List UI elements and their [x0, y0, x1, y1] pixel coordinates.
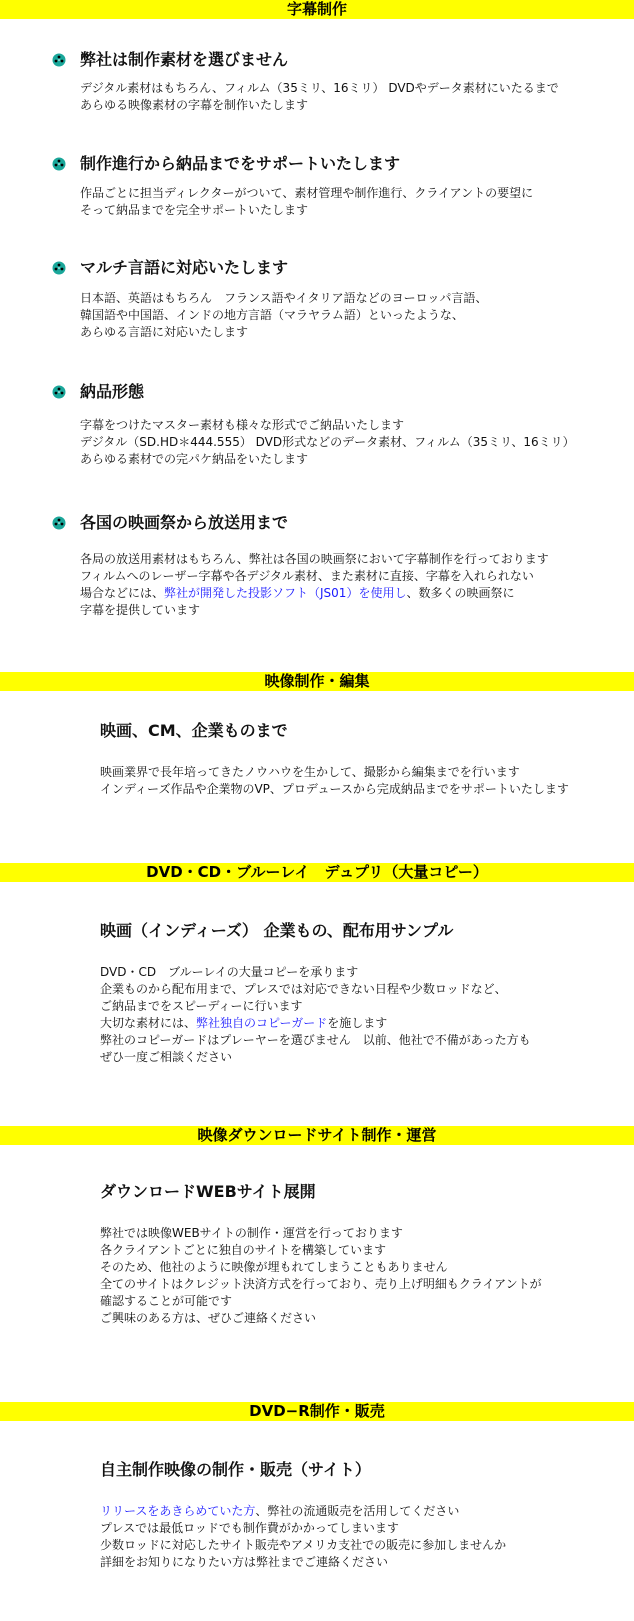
body-line: 日本語、英語はもちろん フランス語やイタリア語などのヨーロッパ言語、: [80, 291, 488, 305]
dvdr-body: [100, 1503, 506, 1571]
body-line: あらゆる映像素材の字幕を制作いたします: [80, 98, 309, 112]
body-text-segment: 大切な素材には、: [100, 1016, 197, 1030]
item-title-support: 制作進行から納品までをサポートいたします: [80, 154, 401, 173]
film-reel-icon: [52, 385, 66, 399]
body-line: ぜひ一度ご相談ください: [100, 1050, 233, 1064]
body-line: インディーズ作品や企業物のVP、プロデュースから完成納品までをサポートいたします: [100, 782, 569, 796]
item-body-languages: [80, 290, 487, 341]
item-body-festivals: [80, 551, 549, 619]
body-text-segment: を施します: [327, 1016, 388, 1030]
section-heading-dvd: DVD・CD・ブルーレイ デュプリ（大量コピー）: [0, 863, 634, 882]
body-line: 各局の放送用素材はもちろん、弊社は各国の映画祭において字幕制作を行っております: [80, 552, 549, 566]
body-line: 全てのサイトはクレジット決済方式を行っており、売り上げ明細もクライアントが: [100, 1277, 542, 1291]
body-line: 映画業界で長年培ってきたノウハウを生かして、撮影から編集までを行います: [100, 765, 520, 779]
body-line: 確認することが可能です: [100, 1294, 233, 1308]
item-title-languages: マルチ言語に対応いたします: [80, 258, 289, 277]
body-line: [80, 585, 549, 602]
body-line: デジタル（SD.HD＊444.555） DVD形式などのデータ素材、フィルム（35ミリ、16ミリ）: [80, 435, 575, 449]
film-reel-icon: [52, 261, 66, 275]
item-title-festivals: 各国の映画祭から放送用まで: [80, 513, 289, 532]
body-line: フィルムへのレーザー字幕や各デジタル素材、また素材に直接、字幕を入れられない: [80, 569, 534, 583]
body-line: 字幕をつけたマスター素材も様々な形式でご納品いたします: [80, 418, 405, 432]
body-line: 各クライアントごとに独自のサイトを構築しています: [100, 1243, 386, 1257]
body-line: 少数ロッドに対応したサイト販売やアメリカ支社での販売に参加しませんか: [100, 1538, 507, 1552]
projection-software-link[interactable]: 弊社が開発した投影ソフト（JS01）を使用し: [164, 586, 407, 600]
body-line: ご納品までをスピーディーに行います: [100, 999, 303, 1013]
body-line: そって納品までを完全サポートいたします: [80, 203, 309, 217]
dvd-body: [100, 964, 531, 1066]
item-body-support: [80, 185, 533, 219]
body-line: 作品ごとに担当ディレクターがついて、素材管理や制作進行、クライアントの要望に: [80, 186, 534, 200]
download-title: ダウンロードWEBサイト展開: [100, 1182, 316, 1201]
body-line: 字幕を提供しています: [80, 603, 201, 617]
film-reel-icon: [52, 516, 66, 530]
dvdr-title: 自主制作映像の制作・販売（サイト）: [100, 1460, 371, 1479]
section-heading-subtitles: 字幕制作: [0, 0, 634, 19]
body-line: 韓国語や中国語、インドの地方言語（マラヤラム語）といったような、: [80, 308, 464, 322]
item-title-materials: 弊社は制作素材を選びません: [80, 50, 289, 69]
body-line: 弊社のコピーガードはプレーヤーを選びません 以前、他社で不備があった方も: [100, 1033, 531, 1047]
body-text-segment: 、弊社の流通販売を活用してください: [255, 1504, 460, 1518]
body-line: そのため、他社のように映像が埋もれてしまうこともありません: [100, 1260, 448, 1274]
section-heading-download: 映像ダウンロードサイト制作・運営: [0, 1126, 634, 1145]
video-title: 映画、CM、企業ものまで: [100, 721, 288, 740]
video-body: [100, 764, 569, 798]
item-title-delivery: 納品形態: [80, 382, 145, 401]
film-reel-icon: [52, 53, 66, 67]
body-line: DVD・CD ブルーレイの大量コピーを承ります: [100, 965, 359, 979]
body-text-segment: 場合などには、: [80, 586, 165, 600]
section-heading-video: 映像制作・編集: [0, 672, 634, 691]
download-body: [100, 1225, 542, 1327]
copy-guard-link[interactable]: 弊社独自のコピーガード: [196, 1016, 328, 1030]
dvd-title: 映画（インディーズ） 企業もの、配布用サンプル: [100, 921, 454, 940]
body-line: ご興味のある方は、ぜひご連絡ください: [100, 1311, 317, 1325]
item-body-materials: [80, 80, 559, 114]
item-body-delivery: [80, 417, 575, 468]
body-line: プレスでは最低ロッドでも制作費がかかってしまいます: [100, 1521, 399, 1535]
body-line: デジタル素材はもちろん、フィルム（35ミリ、16ミリ） DVDやデータ素材にいたるまで: [80, 81, 559, 95]
body-text-segment: 、数多くの映画祭に: [406, 586, 515, 600]
film-reel-icon: [52, 157, 66, 171]
body-line: [100, 1503, 506, 1520]
body-line: 弊社では映像WEBサイトの制作・運営を行っております: [100, 1226, 403, 1240]
body-line: あらゆる素材での完パケ納品をいたします: [80, 452, 309, 466]
body-line: 企業ものから配布用まで、プレスでは対応できない日程や少数ロッドなど、: [100, 982, 507, 996]
release-link[interactable]: リリースをあきらめていた方: [100, 1504, 256, 1518]
body-line: [100, 1015, 531, 1032]
body-line: あらゆる言語に対応いたします: [80, 325, 249, 339]
body-line: 詳細をお知りになりたい方は弊社までご連絡ください: [100, 1555, 389, 1569]
section-heading-dvdr: DVD−R制作・販売: [0, 1402, 634, 1421]
